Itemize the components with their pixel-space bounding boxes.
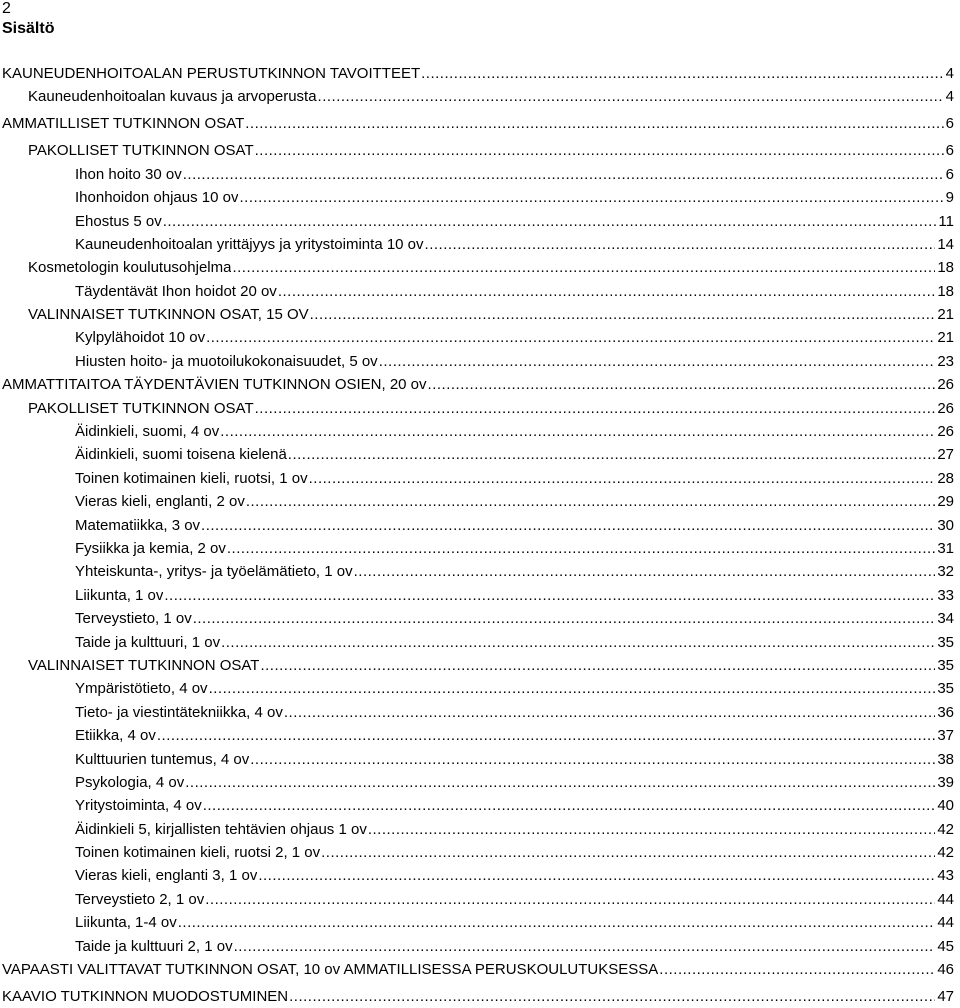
- toc-entry-page: 30: [937, 516, 954, 534]
- toc-entry-title: Taide ja kulttuuri 2, 1 ov: [75, 937, 233, 955]
- toc-entry-page: 21: [937, 329, 954, 347]
- toc-leader-dots: [354, 560, 936, 583]
- toc-leader-dots: [157, 724, 935, 747]
- toc-entry-page: 6: [945, 115, 954, 133]
- toc-entry[interactable]: [0, 373, 960, 396]
- toc-entry-page: 44: [937, 890, 954, 908]
- toc-entry-page: 45: [937, 937, 954, 955]
- toc-entry[interactable]: [0, 584, 960, 607]
- toc-leader-dots: [178, 911, 936, 934]
- toc-entry[interactable]: [0, 443, 960, 466]
- toc-leader-dots: [206, 326, 935, 349]
- toc-entry-page: 23: [937, 352, 954, 370]
- toc-entry[interactable]: [0, 303, 960, 326]
- toc-entry-title: Kauneudenhoitoalan kuvaus ja arvoperusta: [28, 88, 317, 106]
- toc-entry-title: Toinen kotimainen kieli, ruotsi, 1 ov: [75, 469, 308, 487]
- toc-leader-dots: [379, 350, 936, 373]
- toc-entry-page: 11: [938, 212, 954, 230]
- toc-entry-page: 9: [945, 189, 954, 207]
- page-number: 2: [2, 0, 11, 17]
- toc-entry[interactable]: [0, 210, 960, 233]
- toc-leader-dots: [255, 397, 936, 420]
- toc-entry-title: AMMATTITAITOA TÄYDENTÄVIEN TUTKINNON OSIEN, 20 ov: [2, 376, 427, 394]
- toc-entry-page: 35: [937, 680, 954, 698]
- toc-entry-title: Terveystieto 2, 1 ov: [75, 890, 205, 908]
- toc-entry-page: 42: [937, 844, 954, 862]
- toc-entry-page: 29: [937, 493, 954, 511]
- toc-entry-page: 27: [937, 446, 954, 464]
- toc-entry-page: 40: [937, 797, 954, 815]
- toc-entry-title: Äidinkieli, suomi, 4 ov: [75, 423, 220, 441]
- toc-entry-page: 37: [937, 727, 954, 745]
- toc-entry[interactable]: [0, 420, 960, 443]
- toc-entry-title: VALINNAISET TUTKINNON OSAT: [28, 656, 260, 674]
- toc-leader-dots: [258, 864, 935, 887]
- toc-entry-title: Ihon hoito 30 ov: [75, 165, 182, 183]
- toc-entry[interactable]: [0, 537, 960, 560]
- toc-entry-title: AMMATILLISET TUTKINNON OSAT: [2, 115, 245, 133]
- toc-leader-dots: [232, 256, 935, 279]
- toc-leader-dots: [245, 112, 943, 135]
- toc-leader-dots: [205, 888, 935, 911]
- toc-leader-dots: [368, 818, 935, 841]
- toc-entry-page: 47: [937, 988, 954, 1006]
- toc-entry[interactable]: [0, 112, 960, 135]
- toc-entry-page: 46: [937, 961, 954, 979]
- toc-entry-title: Toinen kotimainen kieli, ruotsi 2, 1 ov: [75, 844, 321, 862]
- toc-leader-dots: [227, 537, 935, 560]
- toc-entry-page: 35: [937, 633, 954, 651]
- toc-entry-page: 44: [937, 914, 954, 932]
- toc-entry-title: Tieto- ja viestintätekniikka, 4 ov: [75, 703, 283, 721]
- toc-entry-title: KAAVIO TUTKINNON MUODOSTUMINEN: [2, 988, 289, 1006]
- toc-leader-dots: [309, 467, 936, 490]
- toc-entry-page: 14: [937, 235, 954, 253]
- toc-entry-title: Kosmetologin koulutusohjelma: [28, 259, 232, 277]
- toc-leader-dots: [284, 701, 935, 724]
- toc-leader-dots: [246, 490, 935, 513]
- toc-leader-dots: [203, 794, 936, 817]
- toc-entry-title: Yhteiskunta-, yritys- ja työelämätieto, 1 ov: [75, 563, 353, 581]
- toc-entry[interactable]: [0, 794, 960, 817]
- toc-entry-page: 26: [937, 376, 954, 394]
- toc-leader-dots: [278, 280, 936, 303]
- toc-entry-page: 4: [945, 65, 954, 82]
- toc-entry-title: Täydentävät Ihon hoidot 20 ov: [75, 282, 277, 300]
- toc-entry-page: 32: [937, 563, 954, 581]
- toc-entry[interactable]: [0, 748, 960, 771]
- toc-entry[interactable]: [0, 280, 960, 303]
- toc-entry[interactable]: [0, 724, 960, 747]
- toc-leader-dots: [250, 748, 935, 771]
- toc-entry-page: 6: [945, 165, 954, 183]
- toc-leader-dots: [260, 654, 935, 677]
- toc-leader-dots: [310, 303, 936, 326]
- toc-entry-page: 43: [937, 867, 954, 885]
- toc-entry[interactable]: [0, 888, 960, 911]
- toc-entry[interactable]: [0, 85, 960, 108]
- toc-entry-title: Yritystoiminta, 4 ov: [75, 797, 202, 815]
- toc-entry-title: Äidinkieli 5, kirjallisten tehtävien ohjaus 1 ov: [75, 820, 367, 838]
- toc-entry[interactable]: [0, 935, 960, 958]
- toc-leader-dots: [239, 186, 943, 209]
- toc-entry-title: Psykologia, 4 ov: [75, 773, 185, 791]
- toc-leader-dots: [220, 420, 935, 443]
- toc-entry[interactable]: [0, 701, 960, 724]
- toc-entry[interactable]: [0, 233, 960, 256]
- table-of-contents: [0, 62, 960, 1008]
- toc-entry-page: 35: [937, 656, 954, 674]
- toc-entry[interactable]: [0, 256, 960, 279]
- toc-leader-dots: [428, 373, 936, 396]
- toc-leader-dots: [163, 210, 937, 233]
- toc-entry[interactable]: [0, 490, 960, 513]
- toc-entry[interactable]: [0, 397, 960, 420]
- toc-entry[interactable]: [0, 958, 960, 981]
- toc-leader-dots: [321, 841, 935, 864]
- toc-leader-dots: [201, 514, 935, 537]
- toc-leader-dots: [209, 677, 936, 700]
- toc-entry-title: Äidinkieli, suomi toisena kielenä: [75, 446, 287, 464]
- toc-entry-page: 39: [937, 773, 954, 791]
- toc-entry[interactable]: [0, 677, 960, 700]
- toc-entry-title: Ehostus 5 ov: [75, 212, 162, 230]
- toc-leader-dots: [288, 443, 936, 466]
- toc-entry-title: Ympäristötieto, 4 ov: [75, 680, 208, 698]
- toc-entry[interactable]: [0, 467, 960, 490]
- toc-entry[interactable]: [0, 139, 960, 162]
- toc-entry-title: Fysiikka ja kemia, 2 ov: [75, 540, 226, 557]
- toc-entry-title: VAPAASTI VALITTAVAT TUTKINNON OSAT, 10 ov AMMATILLISESSA PERUSKOULUTUKSESSA: [2, 961, 659, 979]
- toc-entry[interactable]: [0, 62, 960, 85]
- toc-leader-dots: [255, 139, 944, 162]
- toc-leader-dots: [234, 935, 936, 958]
- toc-leader-dots: [164, 584, 935, 607]
- toc-leader-dots: [425, 233, 936, 256]
- toc-entry-title: Hiusten hoito- ja muotoilukokonaisuudet, 5 ov: [75, 352, 378, 370]
- toc-entry-title: Matematiikka, 3 ov: [75, 516, 201, 534]
- toc-leader-dots: [289, 985, 935, 1008]
- toc-entry-page: 36: [937, 703, 954, 721]
- toc-entry[interactable]: [0, 560, 960, 583]
- toc-entry[interactable]: [0, 911, 960, 934]
- toc-entry-page: 26: [937, 399, 954, 417]
- toc-entry[interactable]: [0, 350, 960, 373]
- toc-entry-title: Kylpylähoidot 10 ov: [75, 329, 206, 347]
- toc-entry[interactable]: [0, 163, 960, 186]
- toc-entry-title: Vieras kieli, englanti 3, 1 ov: [75, 867, 258, 885]
- toc-entry-title: Kulttuurien tuntemus, 4 ov: [75, 750, 250, 768]
- toc-entry-title: KAUNEUDENHOITOALAN PERUSTUTKINNON TAVOITTEET: [2, 65, 421, 82]
- toc-entry-page: 18: [937, 282, 954, 300]
- page-title: Sisältö: [2, 20, 55, 37]
- toc-entry-title: Vieras kieli, englanti, 2 ov: [75, 493, 245, 511]
- toc-entry-page: 34: [937, 610, 954, 628]
- toc-entry-page: 31: [937, 540, 954, 557]
- toc-entry-title: VALINNAISET TUTKINNON OSAT, 15 OV: [28, 306, 309, 324]
- toc-leader-dots: [318, 85, 944, 108]
- toc-leader-dots: [183, 163, 944, 186]
- toc-entry[interactable]: [0, 864, 960, 887]
- toc-entry-page: 21: [937, 306, 954, 324]
- toc-entry-title: PAKOLLISET TUTKINNON OSAT: [28, 399, 254, 417]
- toc-entry-page: 28: [937, 469, 954, 487]
- toc-entry-title: Kauneudenhoitoalan yrittäjyys ja yritystoiminta 10 ov: [75, 235, 424, 253]
- toc-entry-title: Terveystieto, 1 ov: [75, 610, 192, 628]
- toc-entry-page: 33: [937, 586, 954, 604]
- toc-entry[interactable]: [0, 607, 960, 630]
- toc-entry-title: PAKOLLISET TUTKINNON OSAT: [28, 142, 254, 160]
- toc-entry[interactable]: [0, 818, 960, 841]
- toc-leader-dots: [185, 771, 935, 794]
- toc-entry-page: 4: [945, 88, 954, 106]
- toc-entry-title: Taide ja kulttuuri, 1 ov: [75, 633, 221, 651]
- toc-entry[interactable]: [0, 514, 960, 537]
- toc-leader-dots: [659, 958, 935, 981]
- toc-entry-title: Liikunta, 1-4 ov: [75, 914, 177, 932]
- toc-leader-dots: [193, 607, 936, 630]
- toc-entry[interactable]: [0, 631, 960, 654]
- toc-entry-title: Ihonhoidon ohjaus 10 ov: [75, 189, 239, 207]
- toc-entry[interactable]: [0, 771, 960, 794]
- toc-entry[interactable]: [0, 654, 960, 677]
- toc-entry[interactable]: [0, 326, 960, 349]
- toc-entry-page: 18: [937, 259, 954, 277]
- toc-entry-title: Etiikka, 4 ov: [75, 727, 156, 745]
- toc-leader-dots: [421, 62, 944, 85]
- toc-entry-page: 26: [937, 423, 954, 441]
- toc-leader-dots: [221, 631, 935, 654]
- toc-entry-page: 38: [937, 750, 954, 768]
- toc-entry-title: Liikunta, 1 ov: [75, 586, 164, 604]
- toc-entry[interactable]: [0, 985, 960, 1008]
- toc-entry-page: 6: [945, 142, 954, 160]
- toc-entry[interactable]: [0, 186, 960, 209]
- toc-entry[interactable]: [0, 841, 960, 864]
- toc-entry-page: 42: [937, 820, 954, 838]
